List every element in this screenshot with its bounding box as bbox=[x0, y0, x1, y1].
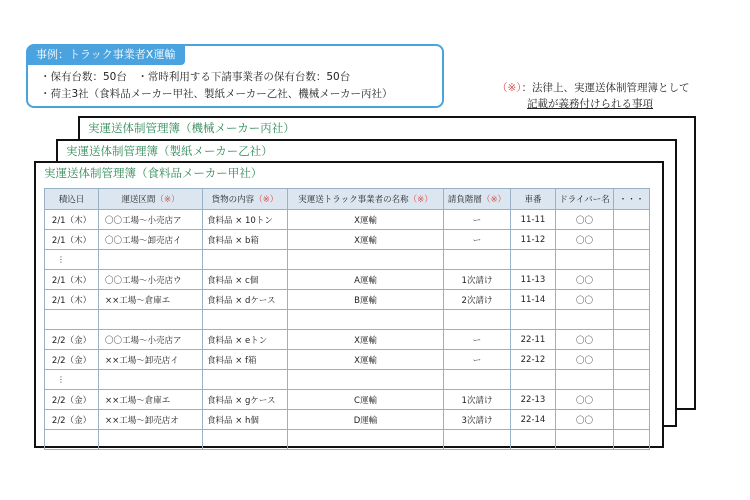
header-cargo: 貨物の内容（※） bbox=[203, 189, 288, 210]
cell-driver: 〇〇 bbox=[556, 330, 614, 350]
cell-date bbox=[45, 310, 99, 330]
header-carrier: 実運送トラック事業者の名称（※） bbox=[288, 189, 444, 210]
cell-carrier: X運輸 bbox=[288, 210, 444, 230]
cell-tier bbox=[444, 370, 511, 390]
note-line-2: 記載が義務付けられる事項 bbox=[527, 98, 653, 110]
cell-cargo bbox=[203, 370, 288, 390]
cell-section: ××工場～倉庫エ bbox=[99, 290, 203, 310]
cell-tier bbox=[444, 310, 511, 330]
header-vehicle: 車番 bbox=[511, 189, 556, 210]
cell-tier: 2次請け bbox=[444, 290, 511, 310]
note-mark: （※） bbox=[497, 82, 522, 94]
cell-more bbox=[614, 390, 650, 410]
cell-more bbox=[614, 250, 650, 270]
cell-section: 〇〇工場～小売店ア bbox=[99, 210, 203, 230]
cell-date: 2/1（木） bbox=[45, 210, 99, 230]
cell-section: 〇〇工場～小売店ウ bbox=[99, 270, 203, 290]
cell-more bbox=[614, 410, 650, 430]
cell-date: 2/2（金） bbox=[45, 350, 99, 370]
cell-tier: ー bbox=[444, 210, 511, 230]
cell-driver: 〇〇 bbox=[556, 410, 614, 430]
table-row bbox=[45, 270, 650, 290]
table-row bbox=[45, 330, 650, 350]
cell-tier bbox=[444, 430, 511, 450]
cell-more bbox=[614, 370, 650, 390]
table-row bbox=[45, 430, 650, 450]
cell-carrier bbox=[288, 370, 444, 390]
header-tier: 請負階層（※） bbox=[444, 189, 511, 210]
cell-date: 2/1（木） bbox=[45, 270, 99, 290]
header-section: 運送区間（※） bbox=[99, 189, 203, 210]
cell-section bbox=[99, 430, 203, 450]
cell-more bbox=[614, 430, 650, 450]
management-table bbox=[44, 188, 650, 450]
cell-driver bbox=[556, 370, 614, 390]
cell-carrier bbox=[288, 250, 444, 270]
cell-carrier: X運輸 bbox=[288, 330, 444, 350]
cell-vehicle bbox=[511, 250, 556, 270]
cell-vehicle: 22-13 bbox=[511, 390, 556, 410]
cell-driver bbox=[556, 430, 614, 450]
cell-tier bbox=[444, 250, 511, 270]
cell-carrier: C運輸 bbox=[288, 390, 444, 410]
cell-carrier: X運輸 bbox=[288, 230, 444, 250]
cell-cargo: 食料品 × h個 bbox=[203, 410, 288, 430]
cell-tier: 1次請け bbox=[444, 390, 511, 410]
cell-cargo: 食料品 × 10トン bbox=[203, 210, 288, 230]
table-row bbox=[45, 310, 650, 330]
cell-cargo: 食料品 × f箱 bbox=[203, 350, 288, 370]
cell-carrier: A運輸 bbox=[288, 270, 444, 290]
cell-vehicle bbox=[511, 370, 556, 390]
cell-date: 2/1（木） bbox=[45, 230, 99, 250]
cell-tier: 1次請け bbox=[444, 270, 511, 290]
cell-vehicle: 11-13 bbox=[511, 270, 556, 290]
cell-section: ××工場～卸売店オ bbox=[99, 410, 203, 430]
cell-vehicle bbox=[511, 430, 556, 450]
cell-carrier: B運輸 bbox=[288, 290, 444, 310]
cell-date bbox=[45, 430, 99, 450]
cell-section bbox=[99, 310, 203, 330]
cell-vehicle bbox=[511, 310, 556, 330]
cell-date: 2/2（金） bbox=[45, 390, 99, 410]
table-row bbox=[45, 210, 650, 230]
cell-date: 2/1（木） bbox=[45, 290, 99, 310]
table-row bbox=[45, 390, 650, 410]
header-date: 積込日 bbox=[45, 189, 99, 210]
note-line-1: ：法律上、実運送体制管理簿として bbox=[521, 82, 690, 94]
cell-cargo bbox=[203, 250, 288, 270]
cell-date: 2/2（金） bbox=[45, 410, 99, 430]
cell-section: ××工場～卸売店イ bbox=[99, 350, 203, 370]
cell-section bbox=[99, 250, 203, 270]
cell-more bbox=[614, 310, 650, 330]
cell-driver: 〇〇 bbox=[556, 350, 614, 370]
table-header-row bbox=[45, 189, 650, 210]
cell-more bbox=[614, 210, 650, 230]
cell-section: ××工場～倉庫エ bbox=[99, 390, 203, 410]
cell-more bbox=[614, 330, 650, 350]
cell-vehicle: 11-11 bbox=[511, 210, 556, 230]
sheet-title-front: 実運送体制管理簿（食料品メーカー甲社） bbox=[44, 166, 263, 180]
cell-date: ⋮ bbox=[45, 370, 99, 390]
cell-cargo: 食料品 × dケース bbox=[203, 290, 288, 310]
cell-cargo bbox=[203, 430, 288, 450]
cell-more bbox=[614, 230, 650, 250]
sheet-title-middle: 実運送体制管理簿（製紙メーカー乙社） bbox=[66, 144, 273, 158]
table-row bbox=[45, 290, 650, 310]
cell-driver: 〇〇 bbox=[556, 390, 614, 410]
cell-driver bbox=[556, 310, 614, 330]
cell-vehicle: 11-12 bbox=[511, 230, 556, 250]
cell-cargo: 食料品 × eトン bbox=[203, 330, 288, 350]
table-row bbox=[45, 370, 650, 390]
cell-cargo: 食料品 × gケース bbox=[203, 390, 288, 410]
header-driver: ドライバー名 bbox=[556, 189, 614, 210]
cell-vehicle: 22-11 bbox=[511, 330, 556, 350]
cell-carrier bbox=[288, 310, 444, 330]
sheet-title-back: 実運送体制管理簿（機械メーカー丙社） bbox=[88, 121, 295, 135]
case-line-2: ・荷主3社（食料品メーカー甲社、製紙メーカー乙社、機械メーカー丙社） bbox=[40, 88, 393, 100]
table-row bbox=[45, 410, 650, 430]
cell-more bbox=[614, 270, 650, 290]
legal-note bbox=[497, 80, 690, 112]
cell-tier: ー bbox=[444, 330, 511, 350]
cell-driver: 〇〇 bbox=[556, 210, 614, 230]
cell-date: 2/2（金） bbox=[45, 330, 99, 350]
cell-driver: 〇〇 bbox=[556, 290, 614, 310]
cell-more bbox=[614, 350, 650, 370]
cell-vehicle: 11-14 bbox=[511, 290, 556, 310]
cell-driver: 〇〇 bbox=[556, 270, 614, 290]
cell-carrier bbox=[288, 430, 444, 450]
cell-section: 〇〇工場～卸売店イ bbox=[99, 230, 203, 250]
table-row bbox=[45, 230, 650, 250]
cell-cargo bbox=[203, 310, 288, 330]
cell-carrier: D運輸 bbox=[288, 410, 444, 430]
cell-cargo: 食料品 × c個 bbox=[203, 270, 288, 290]
cell-driver bbox=[556, 250, 614, 270]
table-row bbox=[45, 350, 650, 370]
management-table-wrap bbox=[44, 188, 650, 450]
cell-section: 〇〇工場～小売店ア bbox=[99, 330, 203, 350]
case-line-1: ・保有台数：50台 ・常時利用する下請事業者の保有台数：50台 bbox=[40, 71, 351, 83]
cell-date: ⋮ bbox=[45, 250, 99, 270]
cell-tier: 3次請け bbox=[444, 410, 511, 430]
cell-carrier: X運輸 bbox=[288, 350, 444, 370]
case-title: 事例：トラック事業者X運輸 bbox=[28, 45, 185, 65]
cell-more bbox=[614, 290, 650, 310]
cell-cargo: 食料品 × b箱 bbox=[203, 230, 288, 250]
cell-driver: 〇〇 bbox=[556, 230, 614, 250]
cell-section bbox=[99, 370, 203, 390]
cell-tier: ー bbox=[444, 230, 511, 250]
cell-vehicle: 22-12 bbox=[511, 350, 556, 370]
cell-tier: ー bbox=[444, 350, 511, 370]
table-row bbox=[45, 250, 650, 270]
cell-vehicle: 22-14 bbox=[511, 410, 556, 430]
header-more: ・・・ bbox=[614, 189, 650, 210]
